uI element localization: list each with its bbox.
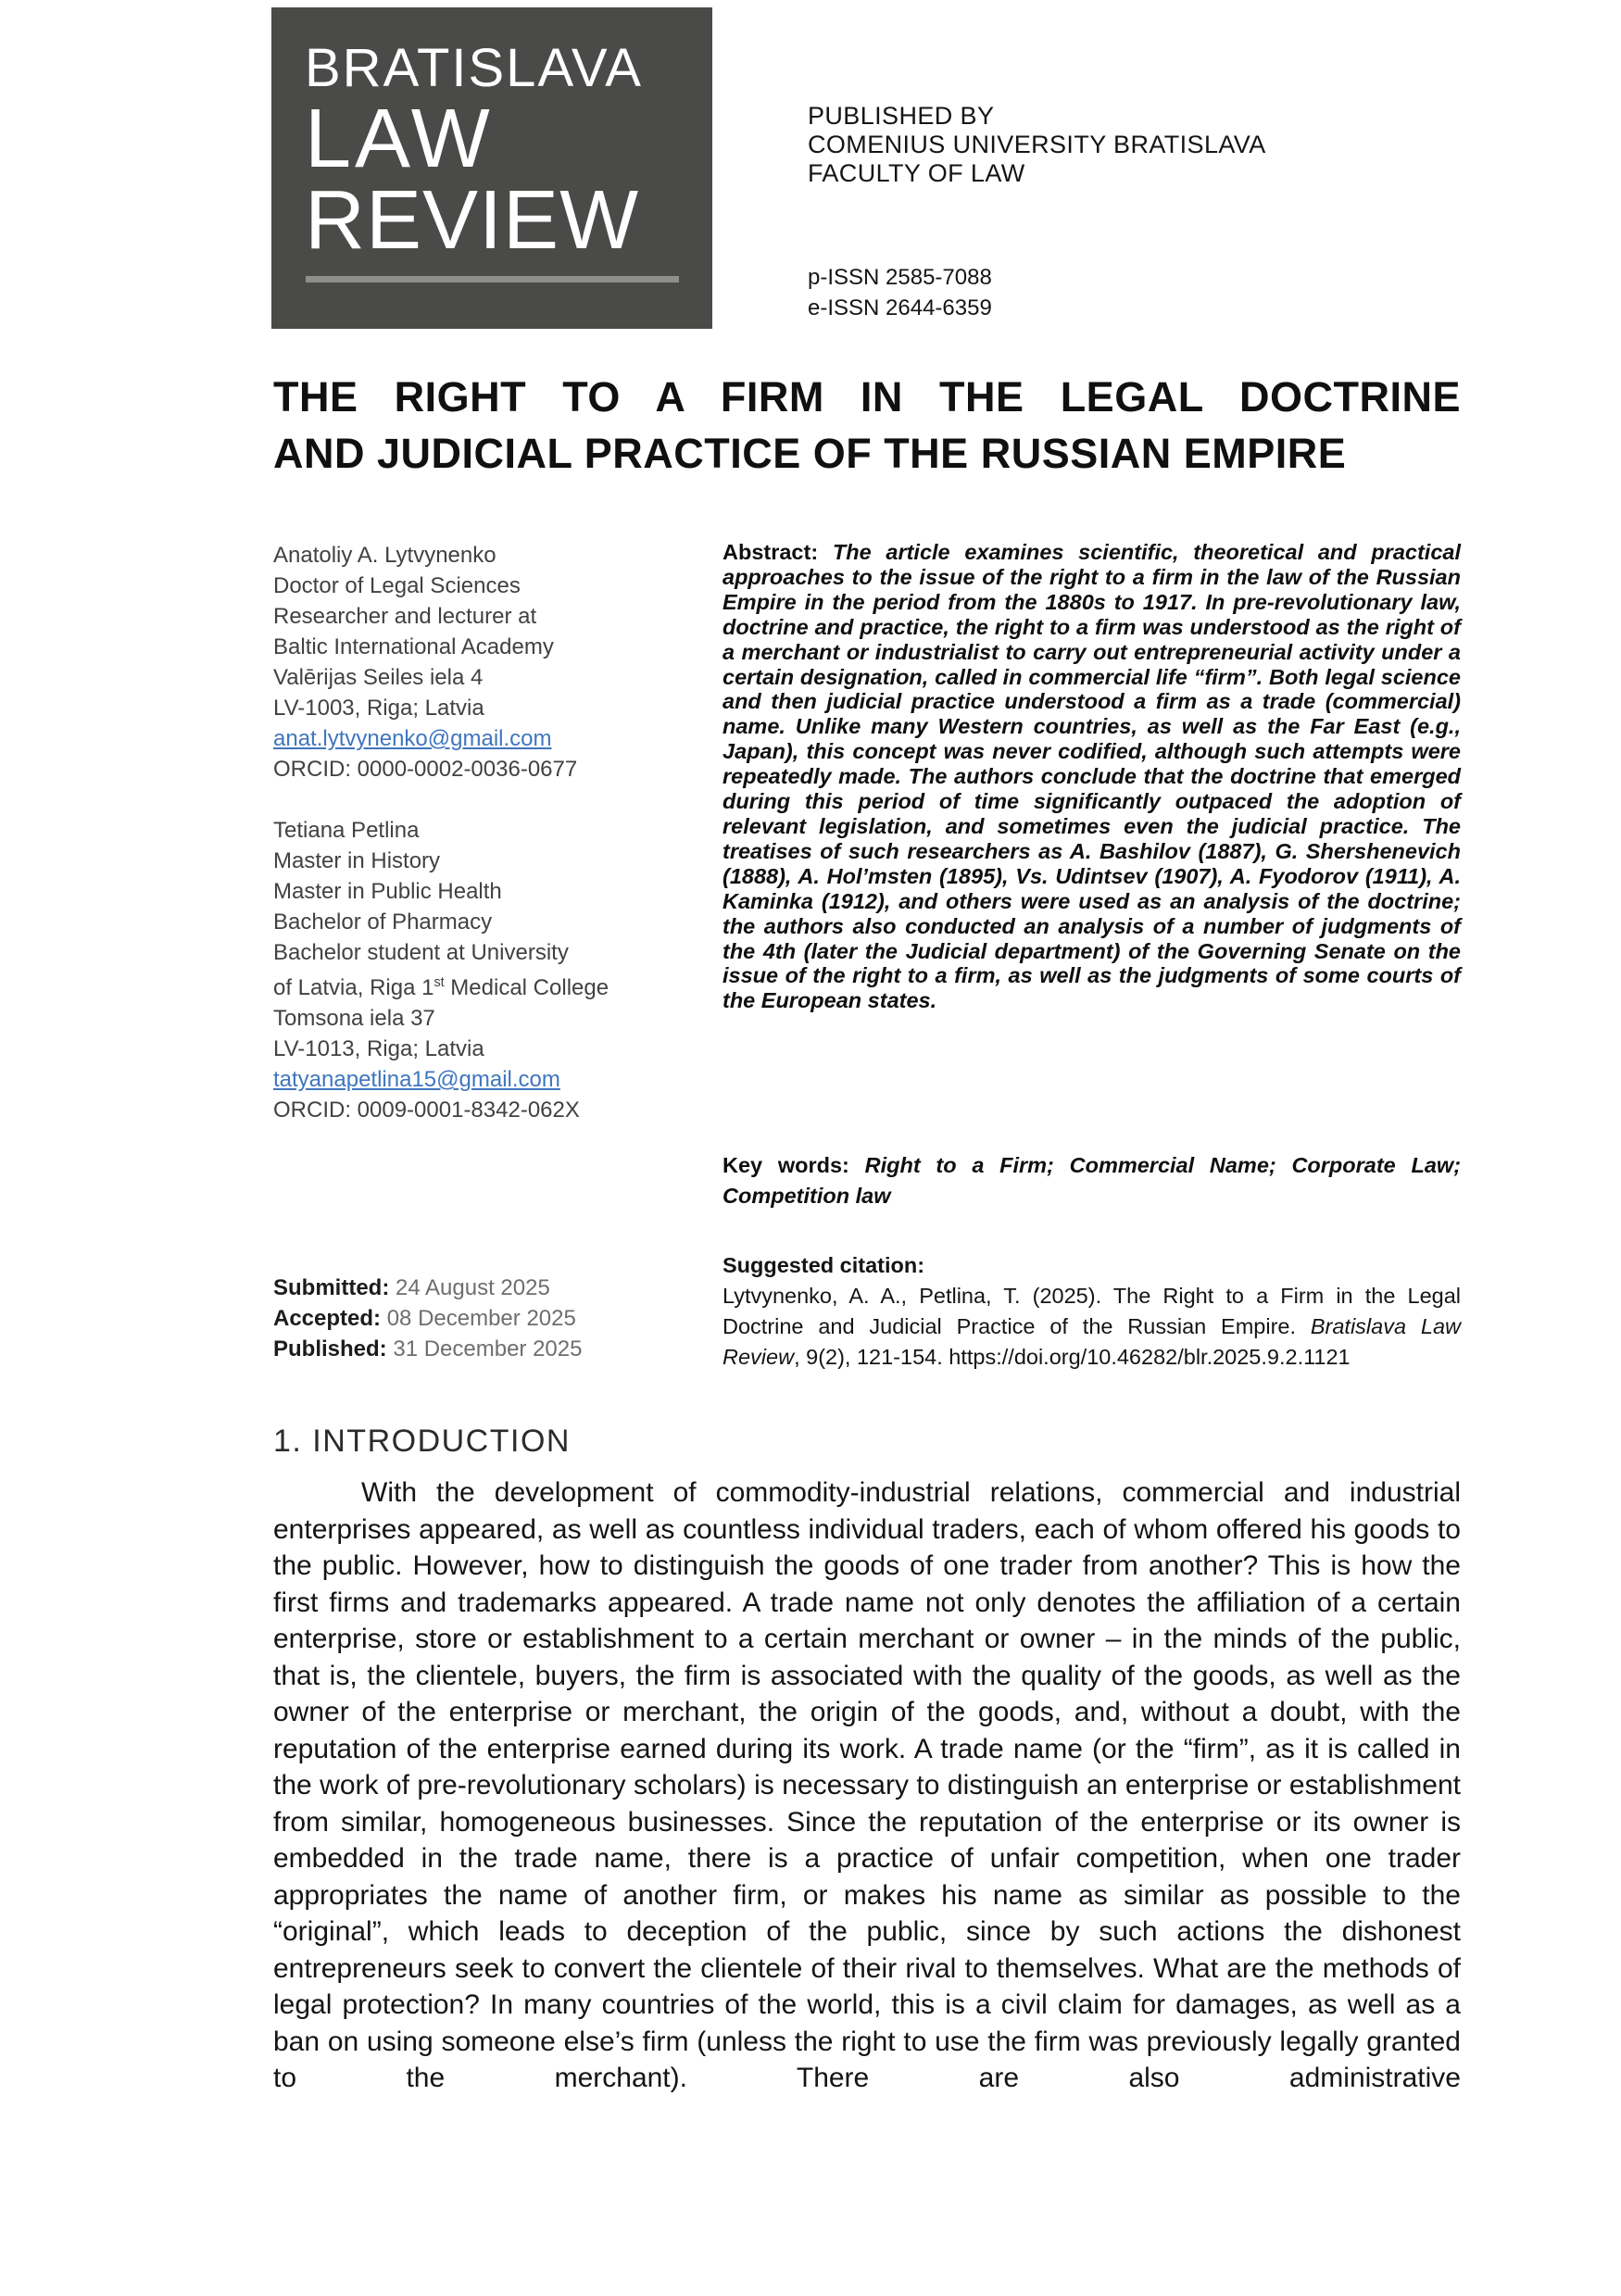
- section-heading-introduction: 1. INTRODUCTION: [273, 1424, 571, 1459]
- author-email-link[interactable]: anat.lytvynenko@gmail.com: [273, 726, 552, 751]
- author-detail-text: of Latvia, Riga 1: [273, 975, 434, 1000]
- publisher-line: FACULTY OF LAW: [808, 159, 1025, 187]
- published-label: Published:: [273, 1336, 387, 1361]
- author-detail: Bachelor of Pharmacy: [273, 910, 493, 935]
- date-row: [273, 1303, 582, 1334]
- article-title: [273, 369, 1461, 482]
- publisher-block: [808, 102, 1266, 188]
- author-block: [273, 815, 662, 1125]
- keywords-text: Right to a Firm; Commercial Name; Corporate Law; Competition law: [723, 1153, 1462, 1208]
- author-detail: Tomsona iela 37: [273, 1006, 435, 1031]
- published-date: 31 December 2025: [393, 1336, 583, 1361]
- issn-block: [808, 262, 992, 323]
- author-detail: Bachelor student at University: [273, 940, 569, 965]
- abstract-label: Abstract:: [723, 540, 819, 564]
- logo-line-bratislava: BRATISLAVA: [305, 38, 643, 98]
- publisher-line: COMENIUS UNIVERSITY BRATISLAVA: [808, 131, 1266, 158]
- abstract: [723, 540, 1461, 1013]
- author-detail: LV-1013, Riga; Latvia: [273, 1036, 484, 1061]
- author-detail-text: Medical College: [444, 975, 609, 1000]
- suggested-citation-label: Suggested citation:: [723, 1253, 925, 1277]
- citation-authors-title: Lytvynenko, A. A., Petlina, T. (2025). The Right to a Firm in the Legal Doctrine and Judicial Practice of the Russian Empire.: [723, 1284, 1461, 1338]
- abstract-text: The article examines scientific, theoretical and practical approaches to the issue of the right to a firm in the law of the Russian Empire in the period from the 1880s to 1917. In pre-revolutionary law, doctrine and practice, the right to a firm was understood as the right of a merchant or industrialist to carry out entrepreneurial activity under a certain designation, called in commercial life “firm”. Both legal science and then judicial practice understood a firm as a trade (commercial) name. Unlike many Western countries, as well as the Far East (e.g., Japan), this concept was never codified, although such attempts were repeatedly made. The authors conclude that the doctrine that emerged during this period of time significantly outpaced the adoption of relevant legislation, and sometimes even the judicial practice. The treatises of such researchers as A. Bashilov (1887), G. Shershenevich (1888), A. Hol’msten (1895), Vs. Udintsev (1907), A. Fyodorov (1911), A. Kaminka (1912), and others were used as an analysis of the doctrine; the authors also conducted an analysis of a number of judgments of the 4th (later the Judicial department) of the Governing Senate on the issue of the right to a firm, as well as the judgments of some courts of the European states.: [723, 540, 1461, 1013]
- submitted-date: 24 August 2025: [396, 1275, 550, 1300]
- author-orcid: ORCID: 0000-0002-0036-0677: [273, 757, 578, 782]
- article-title-line1: THE RIGHT TO A FIRM IN THE LEGAL DOCTRINE: [273, 373, 1461, 420]
- author-block: [273, 540, 662, 784]
- keywords-label: Key words:: [723, 1153, 849, 1177]
- logo-line-law: LAW: [305, 93, 494, 185]
- author-detail: Master in Public Health: [273, 879, 502, 904]
- publisher-line: PUBLISHED BY: [808, 102, 995, 130]
- author-name: Tetiana Petlina: [273, 818, 420, 843]
- ordinal-superscript: st: [434, 975, 445, 990]
- citation-issue-pages: , 9(2), 121-154.: [794, 1345, 949, 1369]
- article-dates: [273, 1273, 582, 1364]
- author-detail: Researcher and lecturer at: [273, 604, 537, 629]
- citation-journal-name: Bratislava Law Review: [723, 1314, 1461, 1369]
- journal-logo-text: [271, 7, 712, 267]
- keywords: [723, 1150, 1461, 1211]
- issn-electronic: e-ISSN 2644-6359: [808, 295, 992, 320]
- accepted-label: Accepted:: [273, 1306, 382, 1331]
- authors-column: [273, 540, 662, 1156]
- author-name: Anatoliy A. Lytvynenko: [273, 543, 496, 568]
- logo-underline: [306, 276, 679, 282]
- author-detail: [273, 968, 662, 1003]
- journal-logo: [271, 7, 712, 329]
- submitted-label: Submitted:: [273, 1275, 390, 1300]
- author-detail: Master in History: [273, 848, 441, 873]
- suggested-citation-text: [723, 1281, 1461, 1373]
- issn-print: p-ISSN 2585-7088: [808, 265, 992, 290]
- date-row: [273, 1334, 582, 1364]
- article-title-line2: AND JUDICIAL PRACTICE OF THE RUSSIAN EMPIRE: [273, 430, 1347, 477]
- author-detail: LV-1003, Riga; Latvia: [273, 696, 484, 721]
- logo-line-review: REVIEW: [305, 174, 640, 267]
- doi-link[interactable]: https://doi.org/10.46282/blr.2025.9.2.1121: [949, 1345, 1351, 1369]
- author-orcid: ORCID: 0009-0001-8342-062X: [273, 1098, 580, 1123]
- author-detail: Doctor of Legal Sciences: [273, 573, 521, 598]
- author-detail: Valērijas Seiles iela 4: [273, 665, 484, 690]
- accepted-date: 08 December 2025: [386, 1306, 576, 1331]
- date-row: [273, 1273, 582, 1303]
- author-email-link[interactable]: tatyanapetlina15@gmail.com: [273, 1067, 560, 1092]
- author-detail: Baltic International Academy: [273, 634, 554, 659]
- introduction-paragraph: With the development of commodity-industrial relations, commercial and industrial enterprises appeared, as well as countless individual traders, each of whom offered his goods to the public. However, how to distinguish the goods of one trader from another? This is how the first firms and trademarks appeared. A trade name not only denotes the affiliation of a certain enterprise, store or establishment to a certain merchant or owner – in the minds of the public, that is, the clientele, buyers, the firm is associated with the quality of the goods, as well as the owner of the enterprise or merchant, the origin of the goods, and, without a doubt, with the reputation of the enterprise earned during its work. A trade name (or the “firm”, as it is called in the work of pre-revolutionary scholars) is necessary to distinguish an enterprise or establishment from similar, homogeneous businesses. Since the reputation of the enterprise or its owner is embedded in the trade name, there is a practice of unfair competition, when one trader appropriates the name of another firm, or makes his name as similar as possible to the “original”, which leads to deception of the public, since by such actions the dishonest entrepreneurs seek to convert the clientele of their rival to themselves. What are the methods of legal protection? In many countries of the world, this is a civil claim for damages, as well as a ban on using someone else’s firm (unless the right to use the firm was previously legally granted to the merchant). There are also administrative: [273, 1477, 1461, 2093]
- suggested-citation: [723, 1250, 1461, 1373]
